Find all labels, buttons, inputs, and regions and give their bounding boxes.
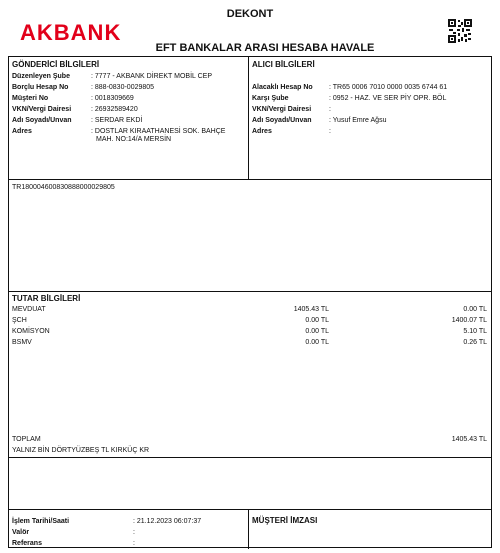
amount-row-debit: 0.00 TL	[305, 317, 329, 324]
sender-label: Müşteri No	[12, 95, 49, 102]
receiver-label: Adı Soyadı/Unvan	[252, 117, 312, 124]
footer-label: İşlem Tarihi/Saati	[12, 518, 70, 525]
total-label: TOPLAM	[12, 436, 41, 443]
sender-name-value: : SERDAR EKDİ	[91, 117, 143, 124]
amount-row-label: BSMV	[12, 339, 32, 346]
akbank-logo: AKBANK	[20, 20, 122, 45]
transaction-description: TR180004600830888000029805	[12, 184, 115, 191]
sender-label: Adres	[12, 128, 32, 135]
value-date-value: :	[133, 529, 135, 536]
receiver-label: Adres	[252, 128, 272, 135]
transaction-datetime-value: : 21.12.2023 06:07:37	[133, 518, 202, 525]
total-value: 1405.43 TL	[451, 436, 487, 443]
transaction-title: EFT BANKALAR ARASI HESABA HAVALE	[155, 42, 375, 54]
amount-row-debit: 1405.43 TL	[293, 306, 329, 313]
receiver-label: Alacaklı Hesap No	[252, 84, 313, 91]
sender-address-value-line2: MAH. NO:14/A MERSİN	[96, 136, 172, 143]
sender-customer-no-value: : 0018309669	[91, 95, 134, 102]
divider	[9, 179, 491, 180]
sender-label: Düzenleyen Şube	[12, 73, 70, 80]
receiver-tax-value: :	[329, 106, 331, 113]
amounts-section-title: TUTAR BİLGİLERİ	[12, 294, 81, 303]
receiver-address-value: :	[329, 128, 331, 135]
reference-value: :	[133, 540, 135, 547]
footer-label: Referans	[12, 540, 42, 547]
qr-code-icon	[448, 19, 472, 43]
sender-address-value: : DOSTLAR KIRAATHANESİ SOK. BAHÇE	[91, 128, 226, 135]
amount-row-debit: 0.00 TL	[305, 328, 329, 335]
divider	[248, 57, 249, 179]
amount-row-credit: 0.26 TL	[463, 339, 487, 346]
sender-branch-value: : 7777 - AKBANK DİREKT MOBİL CEP	[91, 73, 212, 80]
divider	[9, 291, 491, 292]
sender-section-title: GÖNDERİCİ BİLGİLERİ	[12, 60, 100, 69]
sender-label: Borçlu Hesap No	[12, 84, 69, 91]
divider	[9, 457, 491, 458]
receiver-label: Karşı Şube	[252, 95, 289, 102]
document-title: DEKONT	[226, 8, 274, 20]
sender-label: VKN/Vergi Dairesi	[12, 106, 72, 113]
amount-row-credit: 1400.07 TL	[451, 317, 487, 324]
receipt-frame	[8, 56, 492, 548]
sender-tax-value: : 26932589420	[91, 106, 138, 113]
amount-row-label: MEVDUAT	[12, 306, 46, 313]
amount-row-label: ŞCH	[12, 317, 27, 324]
divider	[9, 509, 491, 510]
receiver-section-title: ALICI BİLGİLERİ	[252, 60, 315, 69]
total-in-words: YALNIZ BİN DÖRTYÜZBEŞ TL KIRKÜÇ KR	[12, 447, 150, 454]
footer-label: Valör	[12, 529, 30, 536]
amount-row-label: KOMİSYON	[12, 328, 50, 335]
receiver-iban-value: : TR65 0006 7010 0000 0035 6744 61	[329, 84, 448, 91]
customer-signature-title: MÜŞTERİ İMZASI	[252, 516, 318, 525]
receiver-branch-value: : 0952 - HAZ. VE SER PİY OPR. BÖL	[329, 95, 447, 102]
divider	[248, 509, 249, 549]
receiver-name-value: : Yusuf Emre Ağsu	[329, 117, 387, 124]
amount-row-credit: 0.00 TL	[463, 306, 487, 313]
amount-row-credit: 5.10 TL	[463, 328, 487, 335]
sender-label: Adı Soyadı/Unvan	[12, 117, 72, 124]
receiver-label: VKN/Vergi Dairesi	[252, 106, 312, 113]
amount-row-debit: 0.00 TL	[305, 339, 329, 346]
sender-account-value: : 888-0830-0029805	[91, 84, 155, 91]
